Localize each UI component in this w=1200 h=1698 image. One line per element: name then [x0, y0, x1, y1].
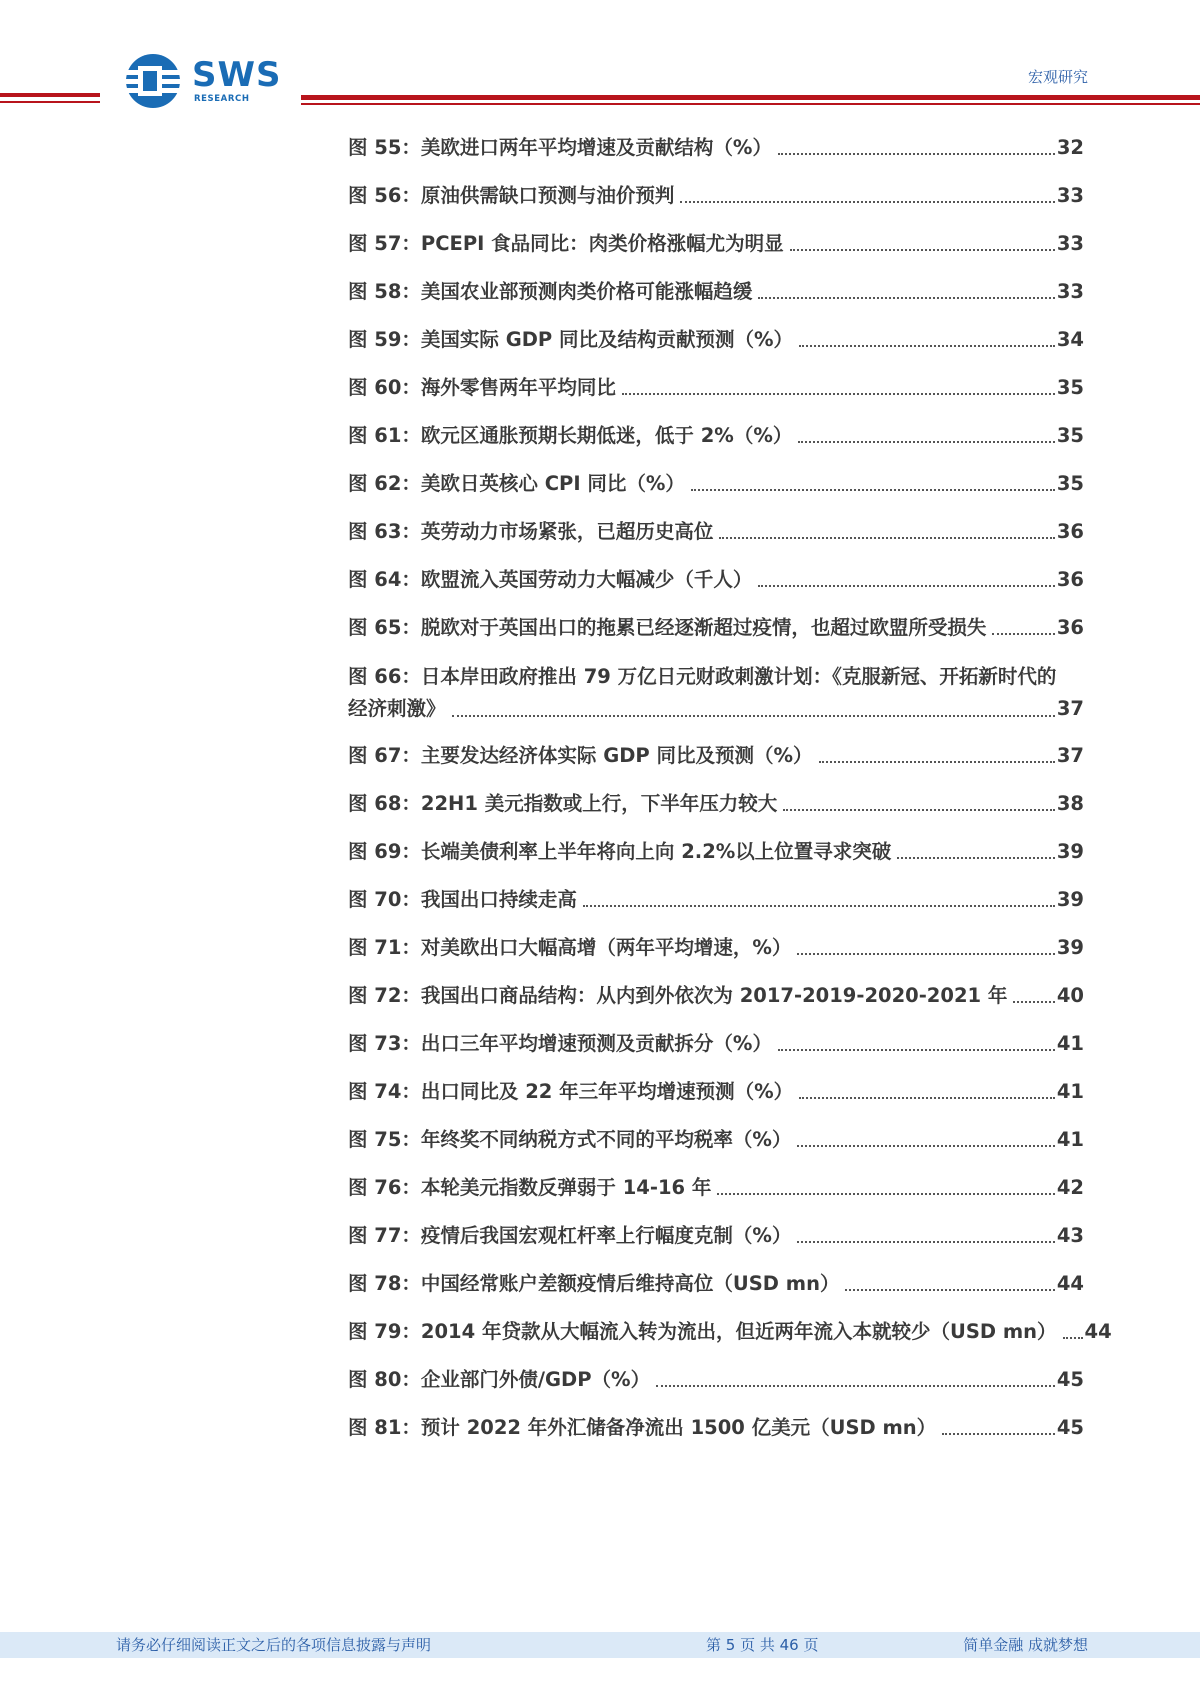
toc-entry[interactable] [348, 373, 1084, 403]
toc-entry[interactable] [348, 181, 1084, 211]
toc-entry-page: 35 [1056, 472, 1084, 495]
toc-entry[interactable] [348, 1077, 1084, 1107]
logo-text: SWS [192, 55, 282, 95]
dot-leader [680, 201, 1054, 203]
toc-entry[interactable] [348, 885, 1084, 915]
toc-entry-page: 37 [1056, 744, 1084, 767]
toc-entry-label: 图 73：出口三年平均增速预测及贡献拆分（%） [348, 1032, 772, 1055]
toc-entry-page: 39 [1056, 888, 1084, 911]
header-rule-right-thin [301, 103, 1200, 105]
toc-entry[interactable] [348, 789, 1084, 819]
footer-disclaimer: 请务必仔细阅读正文之后的各项信息披露与声明 [116, 1636, 432, 1654]
page-header [0, 0, 1200, 120]
dot-leader [691, 489, 1055, 491]
toc-entry[interactable] [348, 421, 1084, 451]
footer-slogan: 简单金融 成就梦想 [963, 1636, 1088, 1654]
toc-entry-label: 图 59：美国实际 GDP 同比及结构贡献预测（%） [348, 328, 794, 351]
toc-entry-page: 38 [1056, 792, 1084, 815]
dot-leader [783, 809, 1055, 811]
toc-entry-label: 图 57：PCEPI 食品同比：肉类价格涨幅尤为明显 [348, 232, 784, 255]
toc-entry-page: 39 [1056, 840, 1084, 863]
toc-entry-page: 39 [1056, 936, 1084, 959]
toc-entry-label: 图 79：2014 年贷款从大幅流入转为流出，但近两年流入本就较少（USD mn） [348, 1320, 1057, 1343]
dot-leader [622, 393, 1055, 395]
dot-leader [717, 1193, 1054, 1195]
dot-leader [719, 537, 1054, 539]
toc-entry-page: 44 [1084, 1320, 1112, 1343]
toc-entry-page: 33 [1056, 232, 1084, 255]
toc-entry-page: 33 [1056, 184, 1084, 207]
dot-leader [778, 1049, 1055, 1051]
page-footer [0, 1632, 1200, 1658]
toc-entry-page: 41 [1056, 1128, 1084, 1151]
toc-entry[interactable] [348, 1317, 1112, 1347]
toc-entry-label: 图 63：英劳动力市场紧张，已超历史高位 [348, 520, 714, 543]
toc-entry[interactable] [348, 277, 1084, 307]
dot-leader [452, 715, 1055, 717]
toc-entry[interactable] [348, 517, 1084, 547]
footer-page-info: 第 5 页 共 46 页 [706, 1636, 819, 1654]
dot-leader [992, 633, 1054, 635]
toc-entry-label: 图 66：日本岸田政府推出 79 万亿日元财政刺激计划：《克服新冠、开拓新时代的 [348, 665, 1057, 688]
toc-entry[interactable] [348, 1125, 1084, 1155]
dot-leader [758, 297, 1054, 299]
toc-entry[interactable] [348, 1365, 1084, 1395]
toc-entry-page: 45 [1056, 1368, 1084, 1391]
dot-leader [845, 1289, 1054, 1291]
dot-leader [819, 761, 1055, 763]
toc-entry-label: 图 71：对美欧出口大幅高增（两年平均增速，%） [348, 936, 792, 959]
toc-entry-label: 图 70：我国出口持续走高 [348, 888, 577, 911]
toc-entry[interactable] [348, 565, 1084, 595]
toc-entry[interactable] [348, 229, 1084, 259]
toc-entry-label: 图 78：中国经常账户差额疫情后维持高位（USD mn） [348, 1272, 840, 1295]
toc-entry-label: 图 81：预计 2022 年外汇储备净流出 1500 亿美元（USD mn） [348, 1416, 937, 1439]
toc-entry-page: 37 [1056, 697, 1084, 720]
dot-leader [799, 1097, 1055, 1099]
toc-entry[interactable] [348, 325, 1084, 355]
toc-entry-label: 图 61：欧元区通胀预期长期低迷，低于 2%（%） [348, 424, 793, 447]
toc-entry-page: 40 [1056, 984, 1084, 1007]
dot-leader [797, 953, 1054, 955]
toc-entry-label: 图 77：疫情后我国宏观杠杆率上行幅度克制（%） [348, 1224, 792, 1247]
dot-leader [897, 857, 1055, 859]
toc-entry-page: 44 [1056, 1272, 1084, 1295]
toc-entry-label: 图 62：美欧日英核心 CPI 同比（%） [348, 472, 685, 495]
toc-entry[interactable] [348, 469, 1084, 499]
toc-entry-label: 图 68：22H1 美元指数或上行，下半年压力较大 [348, 792, 778, 815]
toc-entry-page: 43 [1056, 1224, 1084, 1247]
toc-entry-label: 图 72：我国出口商品结构：从内到外依次为 2017-2019-2020-2021 年 [348, 984, 1008, 1007]
section-tag: 宏观研究 [1027, 68, 1088, 86]
sws-globe-icon [124, 52, 186, 110]
toc-entry-page: 35 [1056, 424, 1084, 447]
toc-entry-page: 45 [1056, 1416, 1084, 1439]
toc-entry-label: 图 65：脱欧对于英国出口的拖累已经逐渐超过疫情，也超过欧盟所受损失 [348, 616, 987, 639]
toc-entry[interactable] [348, 133, 1084, 163]
dot-leader [656, 1385, 1055, 1387]
dot-leader [799, 345, 1055, 347]
toc-entry[interactable] [348, 1269, 1084, 1299]
header-rule-right [301, 95, 1200, 100]
toc-entry[interactable] [348, 1221, 1084, 1251]
toc-entry-label: 图 56：原油供需缺口预测与油价预判 [348, 184, 675, 207]
dot-leader [790, 249, 1055, 251]
toc-entry-page: 42 [1056, 1176, 1084, 1199]
toc-entry[interactable] [348, 661, 1084, 725]
toc-entry-page: 35 [1056, 376, 1084, 399]
dot-leader [1063, 1337, 1083, 1339]
toc-entry-label-continued: 经济刺激》 [348, 697, 446, 720]
toc-entry-label: 图 69：长端美债利率上半年将向上向 2.2%以上位置寻求突破 [348, 840, 892, 863]
dot-leader [778, 153, 1055, 155]
dot-leader [583, 905, 1055, 907]
dot-leader [942, 1433, 1055, 1435]
toc-entry-page: 41 [1056, 1080, 1084, 1103]
toc-entry-label: 图 67：主要发达经济体实际 GDP 同比及预测（%） [348, 744, 813, 767]
toc-entry[interactable] [348, 613, 1084, 643]
dot-leader [797, 1145, 1054, 1147]
toc-entry[interactable] [348, 981, 1084, 1011]
toc-entry-label: 图 76：本轮美元指数反弹弱于 14-16 年 [348, 1176, 712, 1199]
header-rule-left-thin [0, 101, 100, 103]
toc-entry-page: 41 [1056, 1032, 1084, 1055]
toc-entry[interactable] [348, 1029, 1084, 1059]
toc-entry-label: 图 60：海外零售两年平均同比 [348, 376, 616, 399]
toc-entry[interactable] [348, 741, 1084, 771]
toc-entry-page: 34 [1056, 328, 1084, 351]
header-rule-left [0, 93, 100, 97]
figure-toc [348, 133, 1112, 1461]
toc-entry-label: 图 55：美欧进口两年平均增速及贡献结构（%） [348, 136, 772, 159]
toc-entry-page: 32 [1056, 136, 1084, 159]
toc-entry-page: 36 [1056, 616, 1084, 639]
dot-leader [1013, 1001, 1054, 1003]
toc-entry-page: 36 [1056, 520, 1084, 543]
toc-entry-page: 36 [1056, 568, 1084, 591]
toc-entry-label: 图 74：出口同比及 22 年三年平均增速预测（%） [348, 1080, 794, 1103]
sws-logo [124, 52, 284, 112]
toc-entry-label: 图 64：欧盟流入英国劳动力大幅减少（千人） [348, 568, 753, 591]
toc-entry-label: 图 75：年终奖不同纳税方式不同的平均税率（%） [348, 1128, 792, 1151]
logo-subtext: RESEARCH [194, 94, 250, 104]
dot-leader [758, 585, 1054, 587]
toc-entry-page: 33 [1056, 280, 1084, 303]
toc-entry[interactable] [348, 933, 1084, 963]
toc-entry[interactable] [348, 1413, 1084, 1443]
dot-leader [798, 441, 1055, 443]
toc-entry[interactable] [348, 837, 1084, 867]
toc-entry[interactable] [348, 1173, 1084, 1203]
toc-entry-label: 图 58：美国农业部预测肉类价格可能涨幅趋缓 [348, 280, 753, 303]
dot-leader [797, 1241, 1054, 1243]
toc-entry-label: 图 80：企业部门外债/GDP（%） [348, 1368, 651, 1391]
